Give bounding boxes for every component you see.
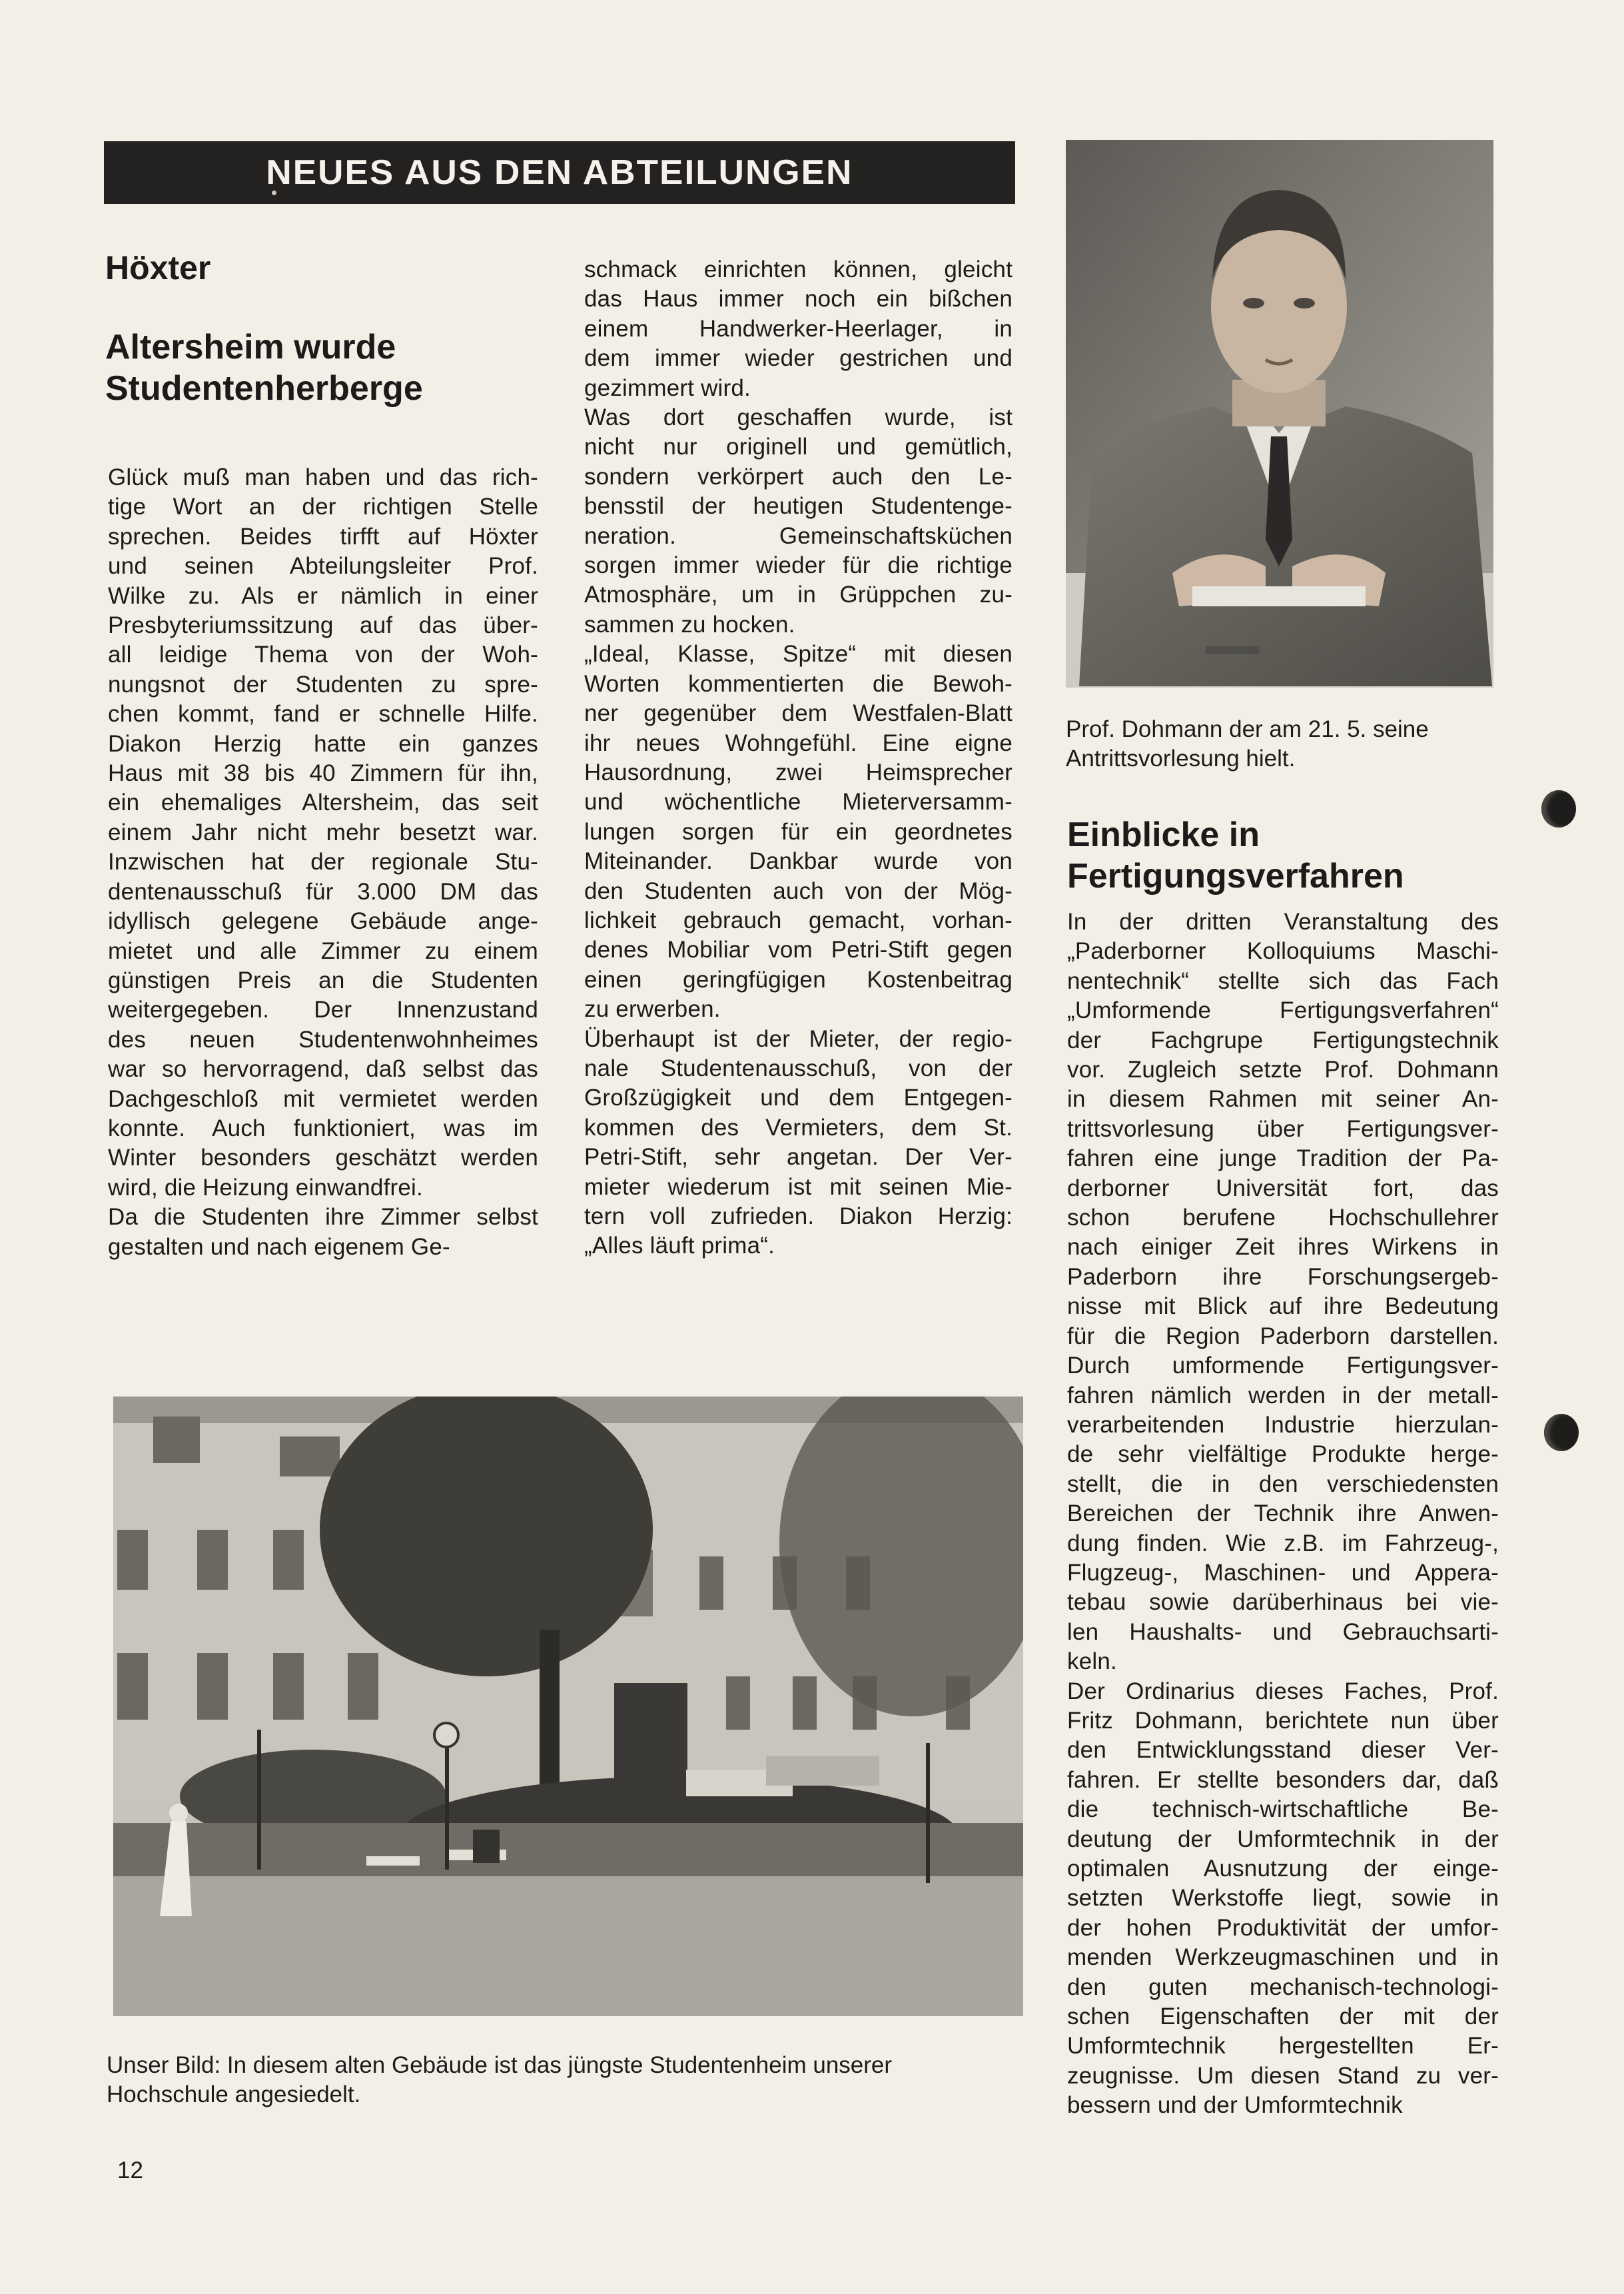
- punch-hole: [1541, 790, 1576, 828]
- text-line: ein ehemaliges Altersheim, das seit: [108, 790, 538, 816]
- text-line: Großzügigkeit und dem Entgegen-: [584, 1085, 1013, 1111]
- text-line: nale Studentenausschuß, von der: [584, 1055, 1013, 1081]
- text-line: nentechnik“ stellte sich das Fach: [1067, 967, 1499, 994]
- text-line: verarbeitenden Industrie hierzulan-: [1067, 1411, 1499, 1438]
- text-line: ihr neues Wohngefühl. Eine eigne: [584, 730, 1013, 756]
- text-line: gezimmert wird.: [584, 374, 751, 401]
- text-line: Da die Studenten ihre Zimmer selbst: [108, 1204, 538, 1231]
- text-line: setzten Werkstoffe liegt, sowie in: [1067, 1885, 1499, 1912]
- text-line: denes Mobiliar vom Petri-Stift gegen: [584, 937, 1013, 963]
- text-line: schmack einrichten können, gleicht: [584, 257, 1013, 283]
- text-line: der Fachgrupe Fertigungstechnik: [1067, 1027, 1499, 1053]
- portrait-photo-image: [1066, 140, 1493, 688]
- text-line: Glück muß man haben und das rich-: [108, 464, 538, 490]
- article-column-2: [584, 255, 1013, 1261]
- text-line: einem Jahr nicht mehr besetzt war.: [108, 819, 538, 846]
- text-line: und seinen Abteilungsleiter Prof.: [108, 553, 538, 580]
- text-line: lichkeit gebrauch gemacht, vorhan-: [584, 907, 1013, 933]
- article-headline: [105, 326, 558, 409]
- text-line: „Umformende Fertigungsverfahren“: [1067, 997, 1499, 1024]
- section-banner-title: NEUES AUS DEN ABTEILUNGEN: [266, 153, 853, 192]
- text-line: Flugzeug-, Maschinen- und Appera-: [1067, 1559, 1499, 1586]
- caption-line: Unser Bild: In diesem alten Gebäude ist das jüngste Studentenheim unserer: [107, 2052, 893, 2078]
- text-line: und wöchentliche Mieterversamm-: [584, 789, 1013, 816]
- text-line: den Entwicklungsstand dieser Ver-: [1067, 1737, 1499, 1764]
- text-line: Diakon Herzig hatte ein ganzes: [108, 730, 538, 757]
- portrait-photo: [1066, 140, 1493, 688]
- text-line: war so hervorragend, daß selbst das: [108, 1056, 538, 1083]
- text-line: den Studenten auch von der Mög-: [584, 877, 1013, 904]
- building-photo: [113, 1397, 1023, 2016]
- text-line: bensstil der heutigen Studentenge-: [584, 493, 1013, 520]
- text-line: bessern und der Umformtechnik: [1067, 2092, 1403, 2119]
- text-line: de sehr vielfältige Produkte herge-: [1067, 1441, 1499, 1468]
- text-line: weitergegeben. Der Innenzustand: [108, 997, 538, 1023]
- headline-line: Studentenherberge: [105, 369, 423, 408]
- text-line: fahren. Er stellte besonders dar, daß: [1067, 1766, 1499, 1793]
- text-line: Paderborn ihre Forschungsergeb-: [1067, 1263, 1499, 1290]
- text-line: Hausordnung, zwei Heimsprecher: [584, 759, 1013, 786]
- text-line: Fritz Dohmann, berichtete nun über: [1067, 1707, 1499, 1734]
- text-line: günstigen Preis an die Studenten: [108, 967, 538, 993]
- text-line: nach einiger Zeit ihres Wirkens in: [1067, 1234, 1499, 1261]
- text-line: des neuen Studentenwohnheimes: [108, 1026, 538, 1053]
- headline-line: Einblicke in: [1067, 816, 1260, 854]
- text-line: fahren nämlich werden in der metall-: [1067, 1382, 1499, 1409]
- text-line: all leidige Thema von der Woh-: [108, 642, 538, 668]
- text-line: schen Eigenschaften der mit der: [1067, 2004, 1499, 2030]
- text-line: nungsnot der Studenten zu spre-: [108, 671, 538, 698]
- text-line: konnte. Auch funktioniert, was im: [108, 1115, 538, 1141]
- text-line: Bereichen der Technik ihre Anwen-: [1067, 1500, 1499, 1527]
- caption-line: Prof. Dohmann der am 21. 5. seine: [1066, 716, 1429, 742]
- text-line: in diesem Rahmen mit seiner An-: [1067, 1086, 1499, 1113]
- text-line: sammen zu hocken.: [584, 611, 795, 638]
- text-line: wird, die Heizung einwandfrei.: [108, 1174, 423, 1201]
- text-line: keln.: [1067, 1648, 1117, 1675]
- text-line: Haus mit 38 bis 40 Zimmern für ihn,: [108, 760, 538, 787]
- page-number: 12: [117, 2157, 143, 2183]
- text-line: trittsvorlesung über Fertigungsver-: [1067, 1115, 1499, 1142]
- text-line: len Haushalts- und Gebrauchsarti-: [1067, 1618, 1499, 1645]
- text-line: Wilke zu. Als er nämlich in einer: [108, 582, 538, 609]
- text-line: den guten mechanisch-technologi-: [1067, 1974, 1499, 2000]
- text-line: zeugnisse. Um diesen Stand zu ver-: [1067, 2062, 1499, 2089]
- text-line: ner gegenüber dem Westfalen-Blatt: [584, 700, 1013, 727]
- text-line: nicht nur originell und gemütlich,: [584, 434, 1013, 460]
- text-line: gestalten und nach eigenem Ge-: [108, 1233, 450, 1260]
- text-line: Winter besonders geschätzt werden: [108, 1145, 538, 1171]
- article-column-1: [108, 463, 538, 1262]
- article-kicker: Höxter: [105, 249, 211, 287]
- text-line: tebau sowie darüberhinaus bei vie-: [1067, 1589, 1499, 1616]
- text-line: menden Werkzeugmaschinen und in: [1067, 1944, 1499, 1971]
- text-line: Dachgeschloß mit vermietet werden: [108, 1085, 538, 1112]
- article2-headline: [1067, 814, 1507, 897]
- text-line: idyllisch gelegene Gebäude ange-: [108, 908, 538, 935]
- text-line: Was dort geschaffen wurde, ist: [584, 404, 1013, 431]
- text-line: tern voll zufrieden. Diakon Herzig:: [584, 1203, 1013, 1229]
- text-line: chen kommt, fand er schnelle Hilfe.: [108, 701, 538, 728]
- building-photo-image: [113, 1397, 1023, 2016]
- text-line: Petri-Stift, sehr angetan. Der Ver-: [584, 1144, 1013, 1171]
- building-photo-caption: [107, 2051, 1032, 2109]
- text-line: optimalen Ausnutzung der einge-: [1067, 1856, 1499, 1882]
- text-line: schon berufene Hochschullehrer: [1067, 1205, 1499, 1231]
- text-line: Durch umformende Fertigungsver-: [1067, 1353, 1499, 1379]
- text-line: sondern verkörpert auch den Le-: [584, 463, 1013, 490]
- text-line: Inzwischen hat der regionale Stu-: [108, 849, 538, 875]
- text-line: dung finden. Wie z.B. im Fahrzeug-,: [1067, 1530, 1499, 1556]
- portrait-caption: [1066, 715, 1499, 774]
- text-line: Miteinander. Dankbar wurde von: [584, 848, 1013, 875]
- text-line: „Ideal, Klasse, Spitze“ mit diesen: [584, 641, 1013, 668]
- text-line: dem immer wieder gestrichen und: [584, 345, 1013, 372]
- section-banner: [104, 141, 1015, 204]
- headline-line: Altersheim wurde: [105, 328, 396, 366]
- text-line: die technisch-wirtschaftliche Be-: [1067, 1796, 1499, 1823]
- text-line: derborner Universität fort, das: [1067, 1175, 1499, 1201]
- text-line: dentenausschuß für 3.000 DM das: [108, 878, 538, 905]
- text-line: Überhaupt ist der Mieter, der regio-: [584, 1025, 1013, 1052]
- text-line: Presbyteriumssitzung auf das über-: [108, 612, 538, 639]
- text-line: „Alles läuft prima“.: [584, 1233, 775, 1259]
- text-line: stellt, die in den verschiedensten: [1067, 1470, 1499, 1497]
- text-line: Atmosphäre, um in Grüppchen zu-: [584, 582, 1013, 608]
- text-line: fahren eine junge Tradition der Pa-: [1067, 1145, 1499, 1172]
- text-line: einem Handwerker-Heerlager, in: [584, 315, 1013, 342]
- text-line: der hohen Produktivität der umfor-: [1067, 1914, 1499, 1941]
- text-line: kommen des Vermieters, dem St.: [584, 1114, 1013, 1141]
- text-line: das Haus immer noch ein bißchen: [584, 286, 1013, 312]
- text-line: vor. Zugleich setzte Prof. Dohmann: [1067, 1057, 1499, 1083]
- text-line: Der Ordinarius dieses Faches, Prof.: [1067, 1678, 1499, 1704]
- text-line: nisse mit Blick auf ihre Bedeutung: [1067, 1293, 1499, 1320]
- text-line: In der dritten Veranstaltung des: [1067, 909, 1499, 935]
- text-line: zu erwerben.: [584, 996, 721, 1023]
- text-line: „Paderborner Kolloquiums Maschi-: [1067, 938, 1499, 965]
- punch-hole: [1544, 1414, 1579, 1451]
- text-line: Worten kommentierten die Bewoh-: [584, 670, 1013, 697]
- caption-line: Antrittsvorlesung hielt.: [1066, 746, 1296, 772]
- caption-line: Hochschule angesiedelt.: [107, 2081, 361, 2107]
- text-line: Umformtechnik hergestellten Er-: [1067, 2033, 1499, 2059]
- text-line: sprechen. Beides tirfft auf Höxter: [108, 523, 538, 550]
- headline-line: Fertigungsverfahren: [1067, 857, 1404, 895]
- text-line: lungen sorgen für ein geordnetes: [584, 818, 1013, 845]
- text-line: sorgen immer wieder für die richtige: [584, 552, 1013, 579]
- text-line: neration. Gemeinschaftsküchen: [584, 522, 1013, 549]
- text-line: tige Wort an der richtigen Stelle: [108, 494, 538, 520]
- text-line: mieter wiederum ist mit seinen Mie-: [584, 1173, 1013, 1200]
- text-line: für die Region Paderborn darstellen.: [1067, 1323, 1499, 1349]
- text-line: einen geringfügigen Kostenbeitrag: [584, 966, 1013, 993]
- text-line: deutung der Umformtechnik in der: [1067, 1826, 1499, 1852]
- text-line: mietet und alle Zimmer zu einem: [108, 937, 538, 964]
- article2-column: [1067, 907, 1499, 2121]
